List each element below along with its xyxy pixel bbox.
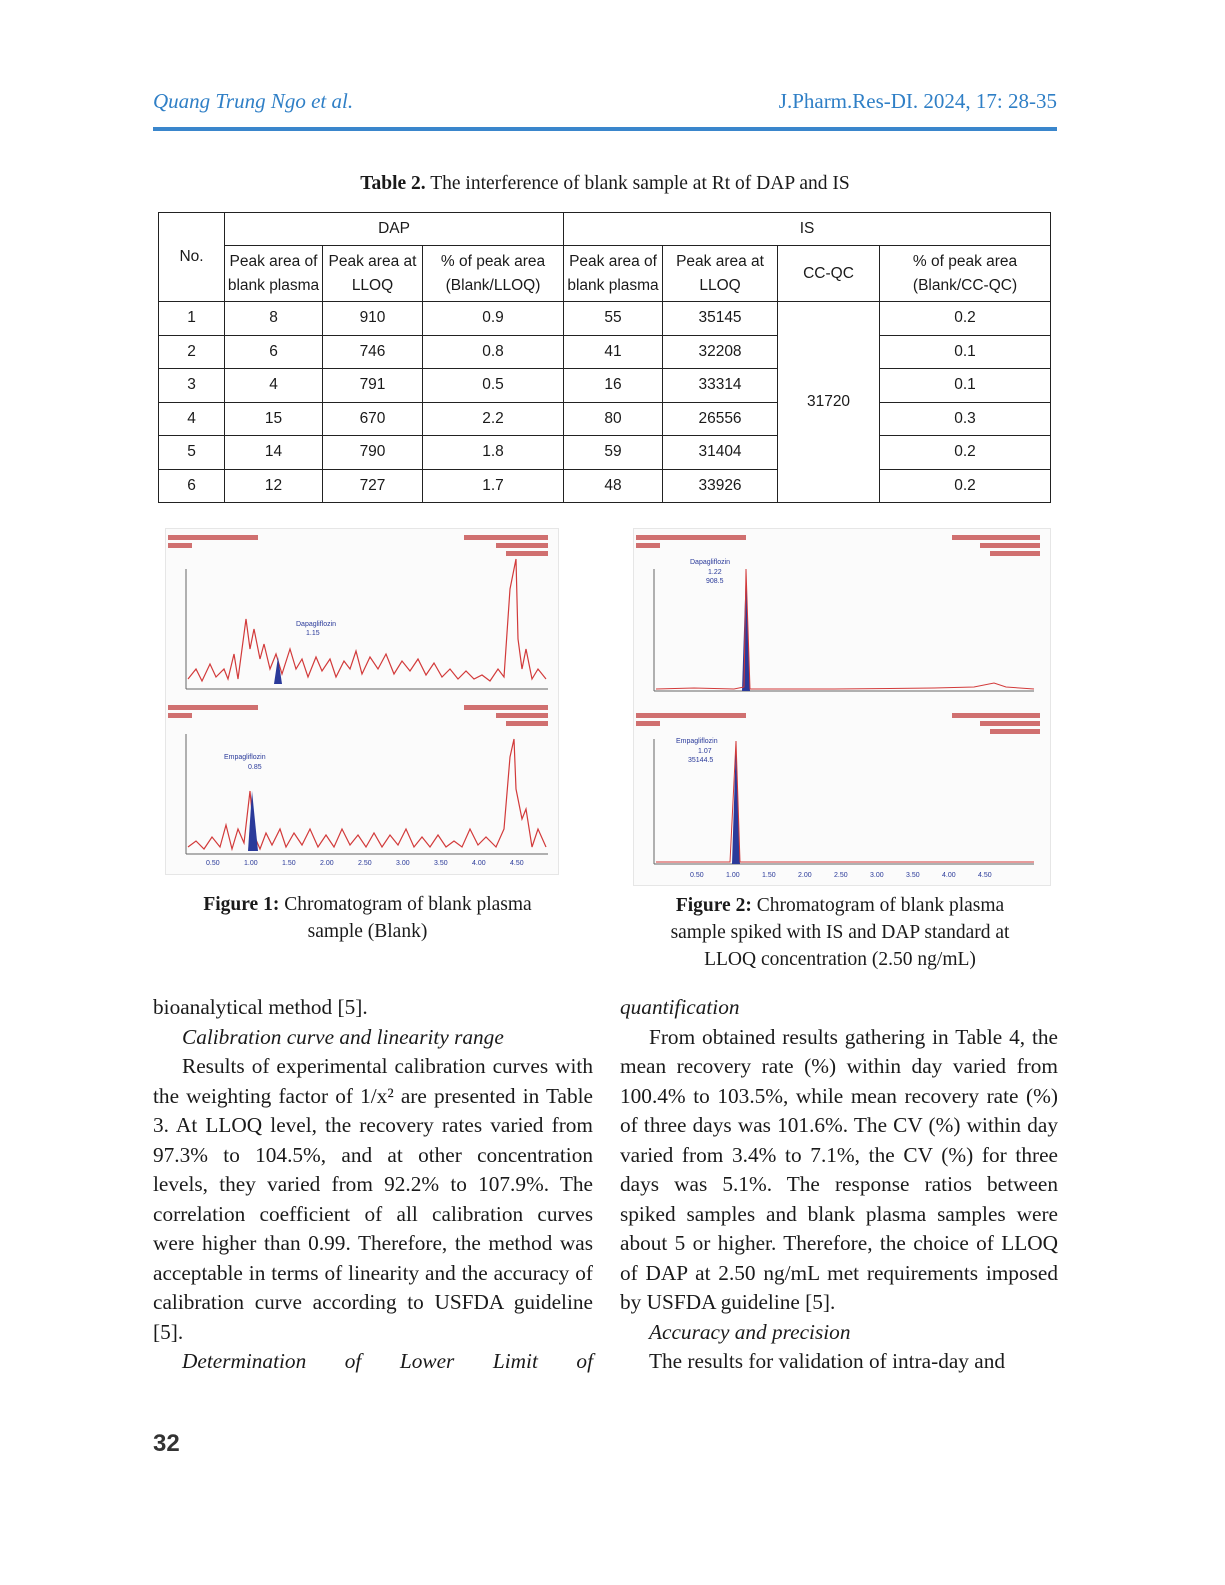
table-row: 6 12 727 1.7 48 33926 0.2	[159, 469, 1051, 503]
fig2-tick: 2.50	[834, 872, 848, 879]
header-is-blank: Peak area of blank plasma	[564, 246, 663, 302]
paragraph: Results of experimental calibration curves with the weighting factor of 1/x² are presented in Table 3. At LLOQ level, the recovery rates varied from 97.3% to 104.5%, and at other concentration levels, they varied from 92.2% to 107.9%. The correlation coefficient of all calibration curves were higher than 0.99. Therefore, the method was acceptable in terms of linearity and the accuracy of calibration curve according to USFDA guideline [5].	[153, 1054, 593, 1344]
header-no: No.	[159, 213, 225, 302]
fig1-tick: 3.50	[434, 860, 448, 867]
section-heading: Determination of Lower Limit of	[182, 1349, 593, 1373]
header-rule	[153, 127, 1057, 131]
table-caption-text: The interference of blank sample at Rt of DAP and IS	[425, 173, 850, 194]
fig2-bottom-peak-label: Empagliflozin	[676, 738, 718, 745]
fig1-tick: 1.50	[282, 860, 296, 867]
fig2-tick: 2.00	[798, 872, 812, 879]
table-row: 1 8 910 0.9 55 35145 31720 0.2	[159, 302, 1051, 336]
paragraph: bioanalytical method [5].	[153, 995, 368, 1019]
table-caption	[153, 173, 1057, 195]
fig1-bottom-peak-label: Empagliflozin	[224, 754, 266, 761]
fig2-top-panel	[636, 535, 1040, 691]
fig2-tick: 1.50	[762, 872, 776, 879]
table-caption-label: Table 2.	[360, 173, 426, 194]
fig2-top-peak-label: Dapagliflozin	[690, 559, 731, 566]
header-group-dap: DAP	[225, 213, 564, 246]
header-dap-lloq: Peak area at LLOQ	[323, 246, 423, 302]
fig1-top-panel	[168, 535, 548, 689]
fig1-tick: 1.00	[244, 860, 258, 867]
table-row: 3 4 791 0.5 16 33314 0.1	[159, 369, 1051, 403]
fig1-tick: 4.00	[472, 860, 486, 867]
fig2-tick: 3.00	[870, 872, 884, 879]
figure-1-graphic	[166, 529, 558, 874]
fig2-bottom-peak-area: 35144.5	[688, 757, 714, 764]
header-dap-blank: Peak area of blank plasma	[225, 246, 323, 302]
fig1-tick: 2.00	[320, 860, 334, 867]
header-group-is: IS	[564, 213, 1051, 246]
fig2-bottom-peak-rt: 1.07	[698, 748, 712, 755]
section-heading: Accuracy and precision	[649, 1319, 851, 1344]
page-number: 32	[153, 1430, 180, 1457]
header-is-lloq: Peak area at LLOQ	[663, 246, 778, 302]
fig2-tick: 4.50	[978, 872, 992, 879]
interference-table	[158, 212, 1051, 503]
header-dap-pct: % of peak area (Blank/LLOQ)	[423, 246, 564, 302]
table-row: 5 14 790 1.8 59 31404 0.2	[159, 436, 1051, 470]
body-column-right	[620, 993, 1058, 1377]
fig1-tick: 2.50	[358, 860, 372, 867]
table-row: 4 15 670 2.2 80 26556 0.3	[159, 402, 1051, 436]
fig1-bottom-panel	[168, 705, 548, 867]
paragraph: From obtained results gathering in Table 4, the mean recovery rate (%) within day varied from 100.4% to 103.5%, while mean recovery rate (%) of three days was 101.6%. The CV (%) within day varied from 3.4% to 7.1%, the CV (%) for three days was 5.1%. The response ratios between spiked samples and blank plasma samples were about 5 or higher. Therefore, the choice of LLOQ of DAP at 2.50 ng/mL met requirements imposed by USFDA guideline [5].	[620, 1024, 1058, 1314]
fig1-bottom-peak-rt: 0.85	[248, 764, 262, 771]
paragraph: The results for validation of intra-day and	[649, 1349, 1006, 1373]
figure-2-caption: Figure 2: Chromatogram of blank plasma sample spiked with IS and DAP standard at LLOQ concentration (2.50 ng/mL)	[670, 895, 1010, 970]
fig2-tick: 4.00	[942, 872, 956, 879]
ccqc-merged-cell: 31720	[778, 302, 880, 503]
figure-2-chromatogram	[633, 528, 1051, 886]
header-is-ccqc: CC-QC	[778, 246, 880, 302]
figure-2-graphic	[634, 529, 1050, 885]
fig1-tick: 4.50	[510, 860, 524, 867]
fig1-tick: 0.50	[206, 860, 220, 867]
section-heading: quantification	[620, 995, 740, 1019]
section-heading: Calibration curve and linearity range	[182, 1024, 504, 1049]
fig2-tick: 1.00	[726, 872, 740, 879]
header-is-pct: % of peak area (Blank/CC-QC)	[880, 246, 1051, 302]
fig2-top-peak-rt: 1.22	[708, 569, 722, 576]
fig1-tick: 3.00	[396, 860, 410, 867]
figure-1-caption: Figure 1: Chromatogram of blank plasma sample (Blank)	[203, 894, 532, 942]
running-header-journal: J.Pharm.Res-DI. 2024, 17: 28-35	[778, 89, 1057, 113]
body-column-left	[153, 993, 593, 1377]
figure-1-chromatogram	[165, 528, 559, 875]
fig1-top-peak-rt: 1.15	[306, 630, 320, 637]
fig2-top-peak-area: 908.5	[706, 578, 724, 585]
fig1-top-peak-label: Dapagliflozin	[296, 621, 337, 628]
fig2-bottom-panel	[636, 713, 1040, 879]
fig2-tick: 3.50	[906, 872, 920, 879]
table-row: 2 6 746 0.8 41 32208 0.1	[159, 335, 1051, 369]
fig2-tick: 0.50	[690, 872, 704, 879]
running-header-authors: Quang Trung Ngo et al.	[153, 89, 354, 113]
